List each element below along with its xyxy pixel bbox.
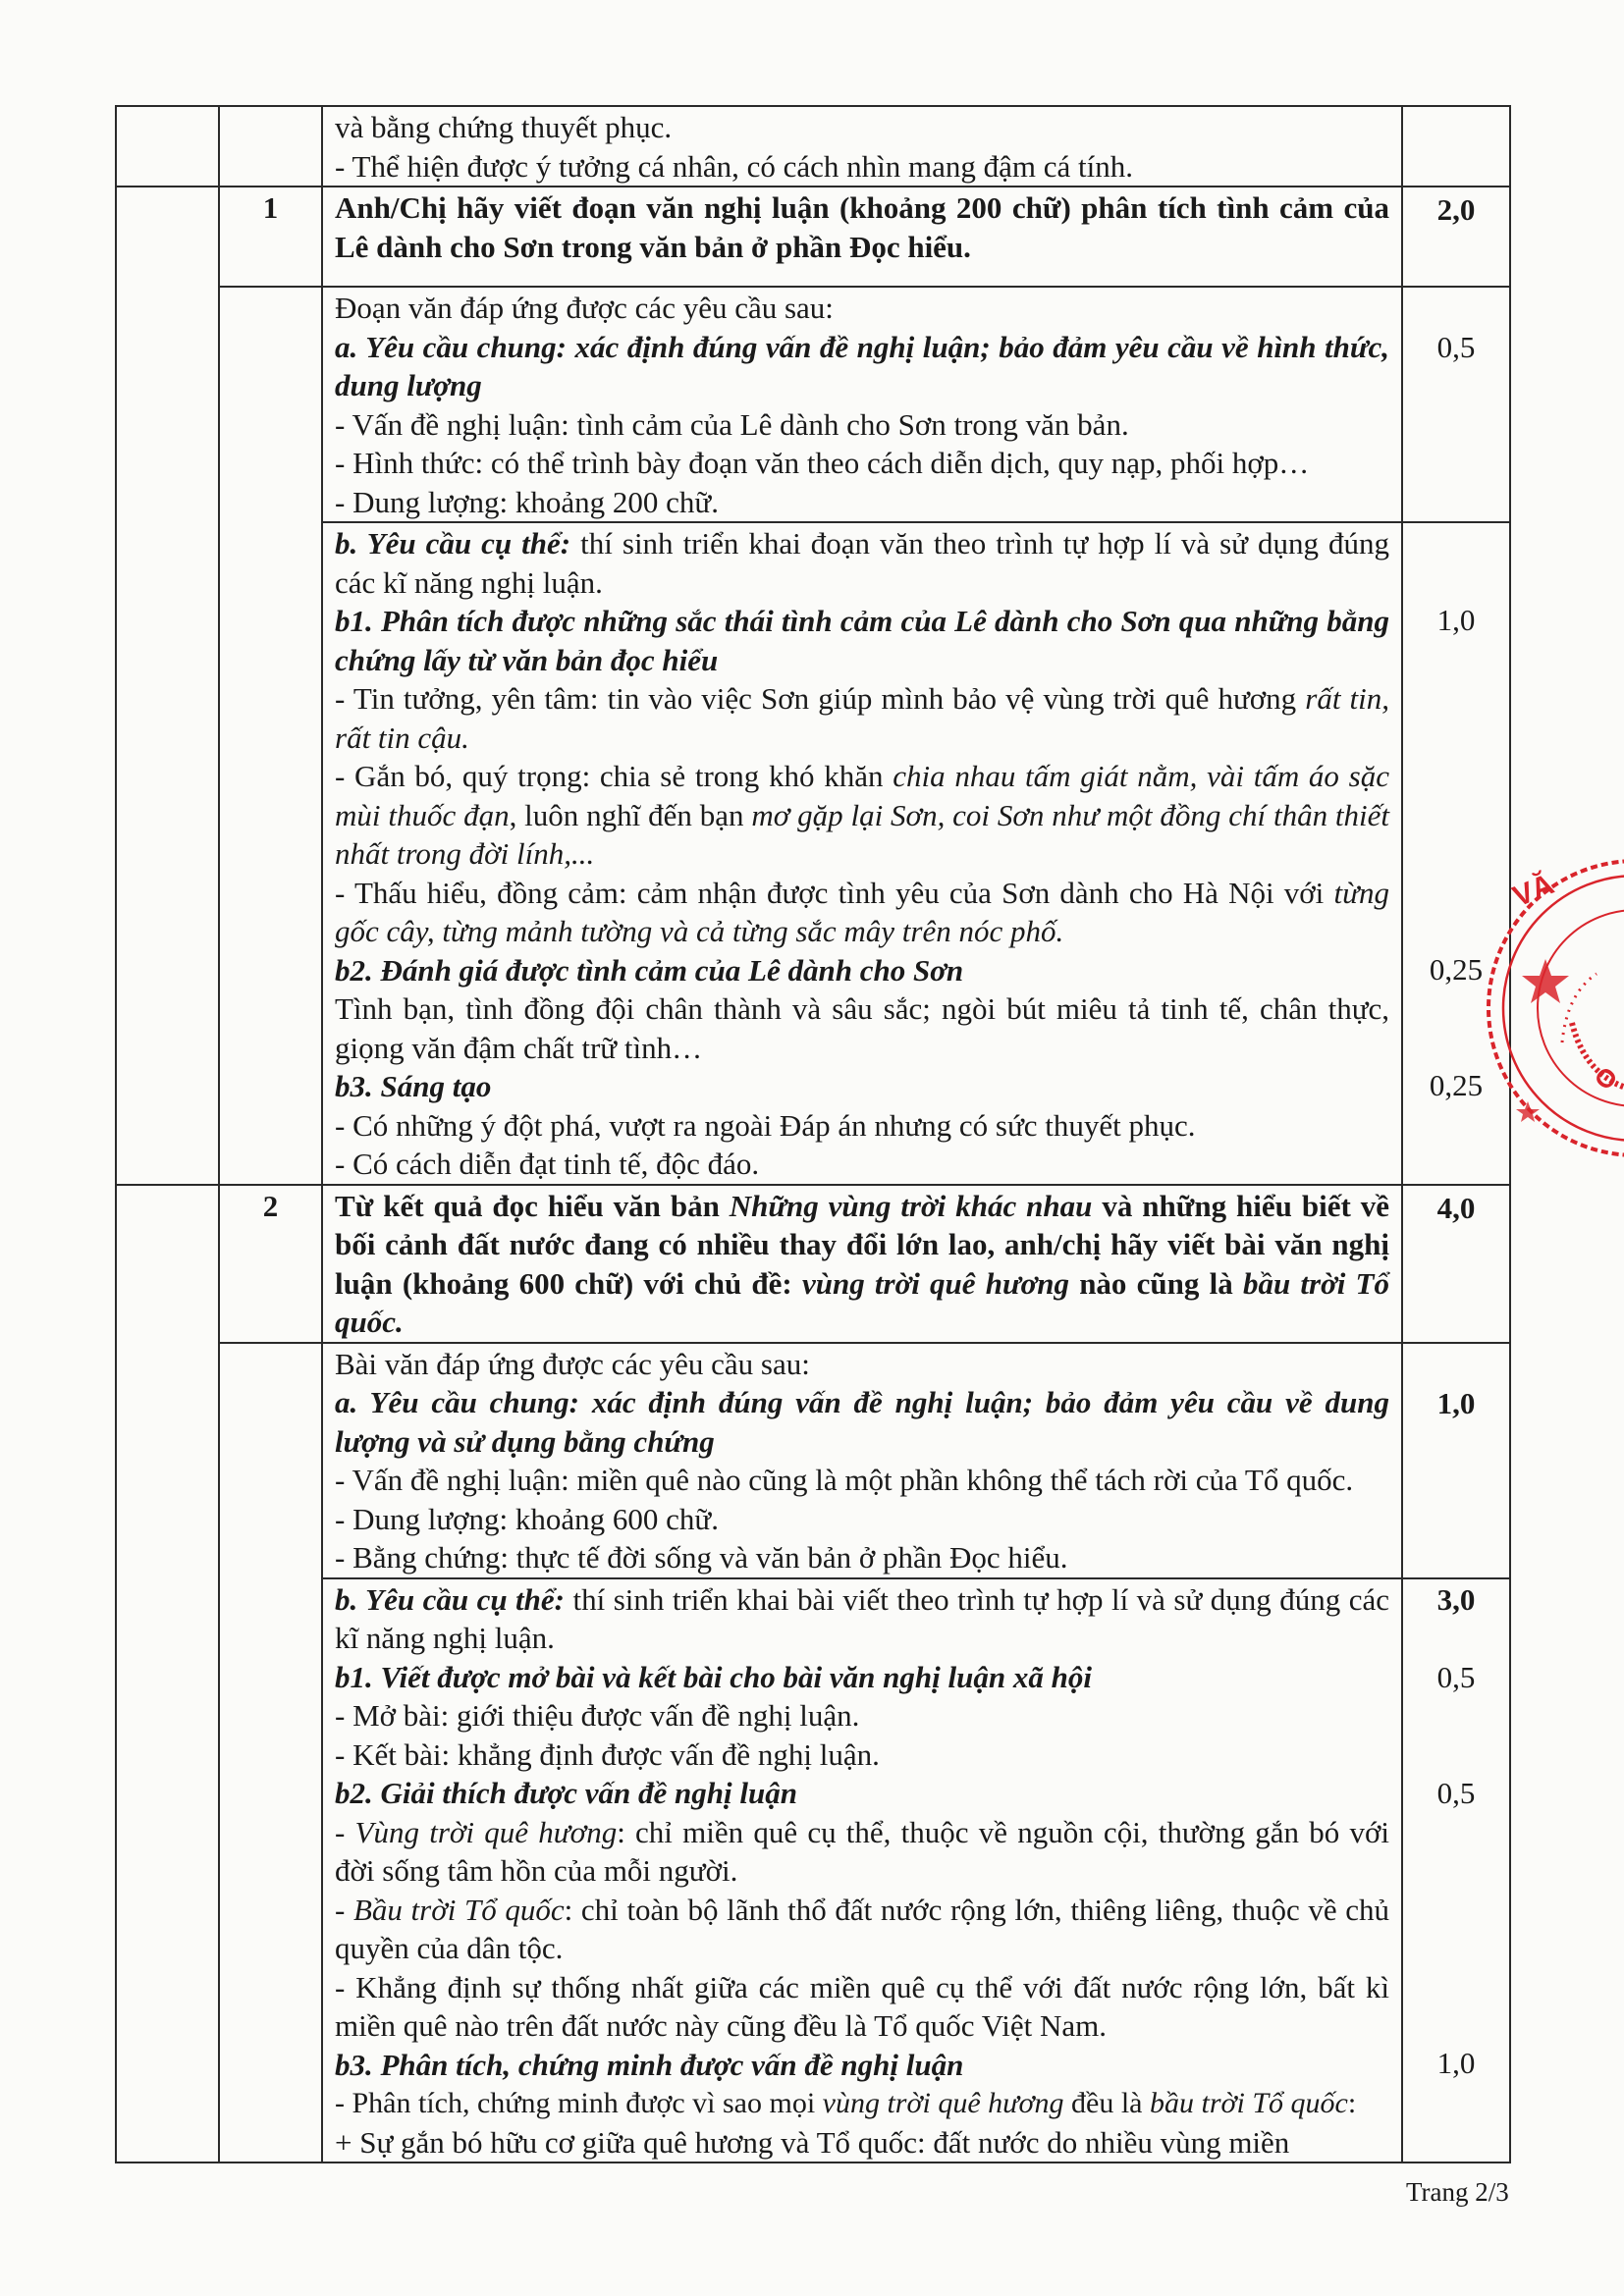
requirement-b: b. Yêu cầu cụ thể: thí sinh triển khai đoạn văn theo trình tự hợp lí và sử dụng đúng các kĩ năng nghị luận. b1. Phân tích được những sắc thái tình cảm của Lê dành cho Sơn qua những bằng chứng lấy từ văn bản đọc hiểu - Tin tưởng, yên tâm: tin vào việc Sơn giúp mình bảo vệ vùng trời quê hương rất tin, rất tin cậu. - Gắn bó, quý trọng: chia sẻ trong khó khăn chia nhau tấm giát nằm, vài tấm áo sặc mùi thuốc đạn, luôn nghĩ đến bạn mơ gặp lại Sơn, coi Sơn như một đồng chí thân thiết nhất trong đời lính,... - Thấu hiểu, đồng cảm: cảm nhận được tình yêu của Sơn dành cho Hà Nội với từng gốc cây, từng mảnh tường và cả từng sắc mây trên nóc phố. b2. Đánh giá được tình cảm của Lê dành cho Sơn Tình bạn, tình đồng đội chân thành và sâu sắc; ngòi bút miêu tả tinh tế, chân thực, giọng văn đậm chất trữ tình… b3. Sáng tạo - Có những ý đột phá, vượt ra ngoài Đáp án nhưng có sức thuyết phục. - Có cách diễn đạt tinh tế, độc đáo. xyxy=(322,522,1402,1185)
star-icon xyxy=(1522,959,1569,1003)
question-prompt: Anh/Chị hãy viết đoạn văn nghị luận (khoảng 200 chữ) phân tích tình cảm của Lê dành cho Sơn trong văn bản ở phần Đọc hiểu. xyxy=(322,187,1402,287)
continuation-text: và bằng chứng thuyết phục. - Thể hiện được ý tưởng cá nhân, có cách nhìn mang đậm cá tính. xyxy=(322,106,1402,187)
stamp-text: O xyxy=(1588,1061,1624,1095)
question-prompt: Từ kết quả đọc hiểu văn bản Những vùng trời khác nhau và những hiểu biết về bối cảnh đất nước đang có nhiều thay đổi lớn lao, anh/chị hãy viết bài văn nghị luận (khoảng 600 chữ) với chủ đề: vùng trời quê hương nào cũng là bầu trời Tổ quốc. xyxy=(322,1185,1402,1343)
official-seal-stamp xyxy=(1469,856,1624,1170)
requirement-a: Đoạn văn đáp ứng được các yêu cầu sau: a. Yêu cầu chung: xác định đúng vấn đề nghị luận; bảo đảm yêu cầu về hình thức, dung lượng - Vấn đề nghị luận: tình cảm của Lê dành cho Sơn trong văn bản. - Hình thức: có thể trình bày đoạn văn theo cách diễn dịch, quy nạp, phối hợp… - Dung lượng: khoảng 200 chữ. xyxy=(322,287,1402,522)
requirement-b: b. Yêu cầu cụ thể: thí sinh triển khai bài viết theo trình tự hợp lí và sử dụng đúng các kĩ năng nghị luận. b1. Viết được mở bài và kết bài cho bài văn nghị luận xã hội - Mở bài: giới thiệu được vấn đề nghị luận. - Kết bài: khẳng định được vấn đề nghị luận. b2. Giải thích được vấn đề nghị luận - Vùng trời quê hương: chỉ miền quê cụ thể, thuộc về nguồn cội, thường gắn bó với đời sống tâm hồn của mỗi người. - Bầu trời Tổ quốc: chỉ toàn bộ lãnh thổ đất nước rộng lớn, thiêng liêng, thuộc về chủ quyền của dân tộc. - Khẳng định sự thống nhất giữa các miền quê cụ thể với đất nước rộng lớn, bất kì miền quê nào trên đất nước này cũng đều là Tổ quốc Việt Nam. b3. Phân tích, chứng minh được vấn đề nghị luận - Phân tích, chứng minh được vì sao mọi vùng trời quê hương đều là bầu trời Tổ quốc: + Sự gắn bó hữu cơ giữa quê hương và Tổ quốc: đất nước do nhiều vùng miền xyxy=(322,1578,1402,2163)
question-number: 2 xyxy=(219,1185,322,1343)
page-number: Trang 2/3 xyxy=(1406,2177,1509,2207)
question-number: 1 xyxy=(219,187,322,287)
table-row: 2 Từ kết quả đọc hiểu văn bản Những vùng trời khác nhau và những hiểu biết về bối cảnh đất nước đang có nhiều thay đổi lớn lao, anh/chị hãy viết bài văn nghị luận (khoảng 600 chữ) với chủ đề: vùng trời quê hương nào cũng là bầu trời Tổ quốc. 4,0 xyxy=(116,1185,1510,1343)
table-row xyxy=(116,106,1510,187)
table-row xyxy=(116,187,1510,287)
requirement-a: Bài văn đáp ứng được các yêu cầu sau: a. Yêu cầu chung: xác định đúng vấn đề nghị luận; bảo đảm yêu cầu về dung lượng và sử dụng bằng chứng - Vấn đề nghị luận: miền quê nào cũng là một phần không thể tách rời của Tổ quốc. - Dung lượng: khoảng 600 chữ. - Bằng chứng: thực tế đời sống và văn bản ở phần Đọc hiểu. xyxy=(322,1343,1402,1578)
table-row: b. Yêu cầu cụ thể: thí sinh triển khai bài viết theo trình tự hợp lí và sử dụng đúng các kĩ năng nghị luận. b1. Viết được mở bài và kết bài cho bài văn nghị luận xã hội - Mở bài: giới thiệu được vấn đề nghị luận. - Kết bài: khẳng định được vấn đề nghị luận. b2. Giải thích được vấn đề nghị luận - Vùng trời quê hương: chỉ miền quê cụ thể, thuộc về nguồn cội, thường gắn bó với đời sống tâm hồn của mỗi người. - Bầu trời Tổ quốc: chỉ toàn bộ lãnh thổ đất nước rộng lớn, thiêng liêng, thuộc về chủ quyền của dân tộc. - Khẳng định sự thống nhất giữa các miền quê cụ thể với đất nước rộng lớn, bất kì miền quê nào trên đất nước này cũng đều là Tổ quốc Việt Nam. b3. Phân tích, chứng minh được vấn đề nghị luận - Phân tích, chứng minh được vì sao mọi vùng trời quê hương đều là bầu trời Tổ quốc: + Sự gắn bó hữu cơ giữa quê hương và Tổ quốc: đất nước do nhiều vùng miền 3,0 0,5 0,5 1,0 xyxy=(116,1578,1510,2163)
table-row: Bài văn đáp ứng được các yêu cầu sau: a. Yêu cầu chung: xác định đúng vấn đề nghị luận; bảo đảm yêu cầu về dung lượng và sử dụng bằng chứng - Vấn đề nghị luận: miền quê nào cũng là một phần không thể tách rời của Tổ quốc. - Dung lượng: khoảng 600 chữ. - Bằng chứng: thực tế đời sống và văn bản ở phần Đọc hiểu. 1,0 xyxy=(116,1343,1510,1578)
stamp-text: VĂ xyxy=(1508,868,1559,914)
table-row: b. Yêu cầu cụ thể: thí sinh triển khai đoạn văn theo trình tự hợp lí và sử dụng đúng các kĩ năng nghị luận. b1. Phân tích được những sắc thái tình cảm của Lê dành cho Sơn qua những bằng chứng lấy từ văn bản đọc hiểu - Tin tưởng, yên tâm: tin vào việc Sơn giúp mình bảo vệ vùng trời quê hương rất tin, rất tin cậu. - Gắn bó, quý trọng: chia sẻ trong khó khăn chia nhau tấm giát nằm, vài tấm áo sặc mùi thuốc đạn, luôn nghĩ đến bạn mơ gặp lại Sơn, coi Sơn như một đồng chí thân thiết nhất trong đời lính,... - Thấu hiểu, đồng cảm: cảm nhận được tình yêu của Sơn dành cho Hà Nội với từng gốc cây, từng mảnh tường và cả từng sắc mây trên nóc phố. b2. Đánh giá được tình cảm của Lê dành cho Sơn Tình bạn, tình đồng đội chân thành và sâu sắc; ngòi bút miêu tả tinh tế, chân thực, giọng văn đậm chất trữ tình… b3. Sáng tạo - Có những ý đột phá, vượt ra ngoài Đáp án nhưng có sức thuyết phục. - Có cách diễn đạt tinh tế, độc đáo. 1,0 0,25 0,25 xyxy=(116,522,1510,1185)
table-row: Đoạn văn đáp ứng được các yêu cầu sau: a. Yêu cầu chung: xác định đúng vấn đề nghị luận; bảo đảm yêu cầu về hình thức, dung lượng - Vấn đề nghị luận: tình cảm của Lê dành cho Sơn trong văn bản. - Hình thức: có thể trình bày đoạn văn theo cách diễn dịch, quy nạp, phối hợp… - Dung lượng: khoảng 200 chữ. 0,5 xyxy=(116,287,1510,522)
question-score: 2,0 xyxy=(1402,187,1510,287)
grading-table xyxy=(115,105,1511,2163)
